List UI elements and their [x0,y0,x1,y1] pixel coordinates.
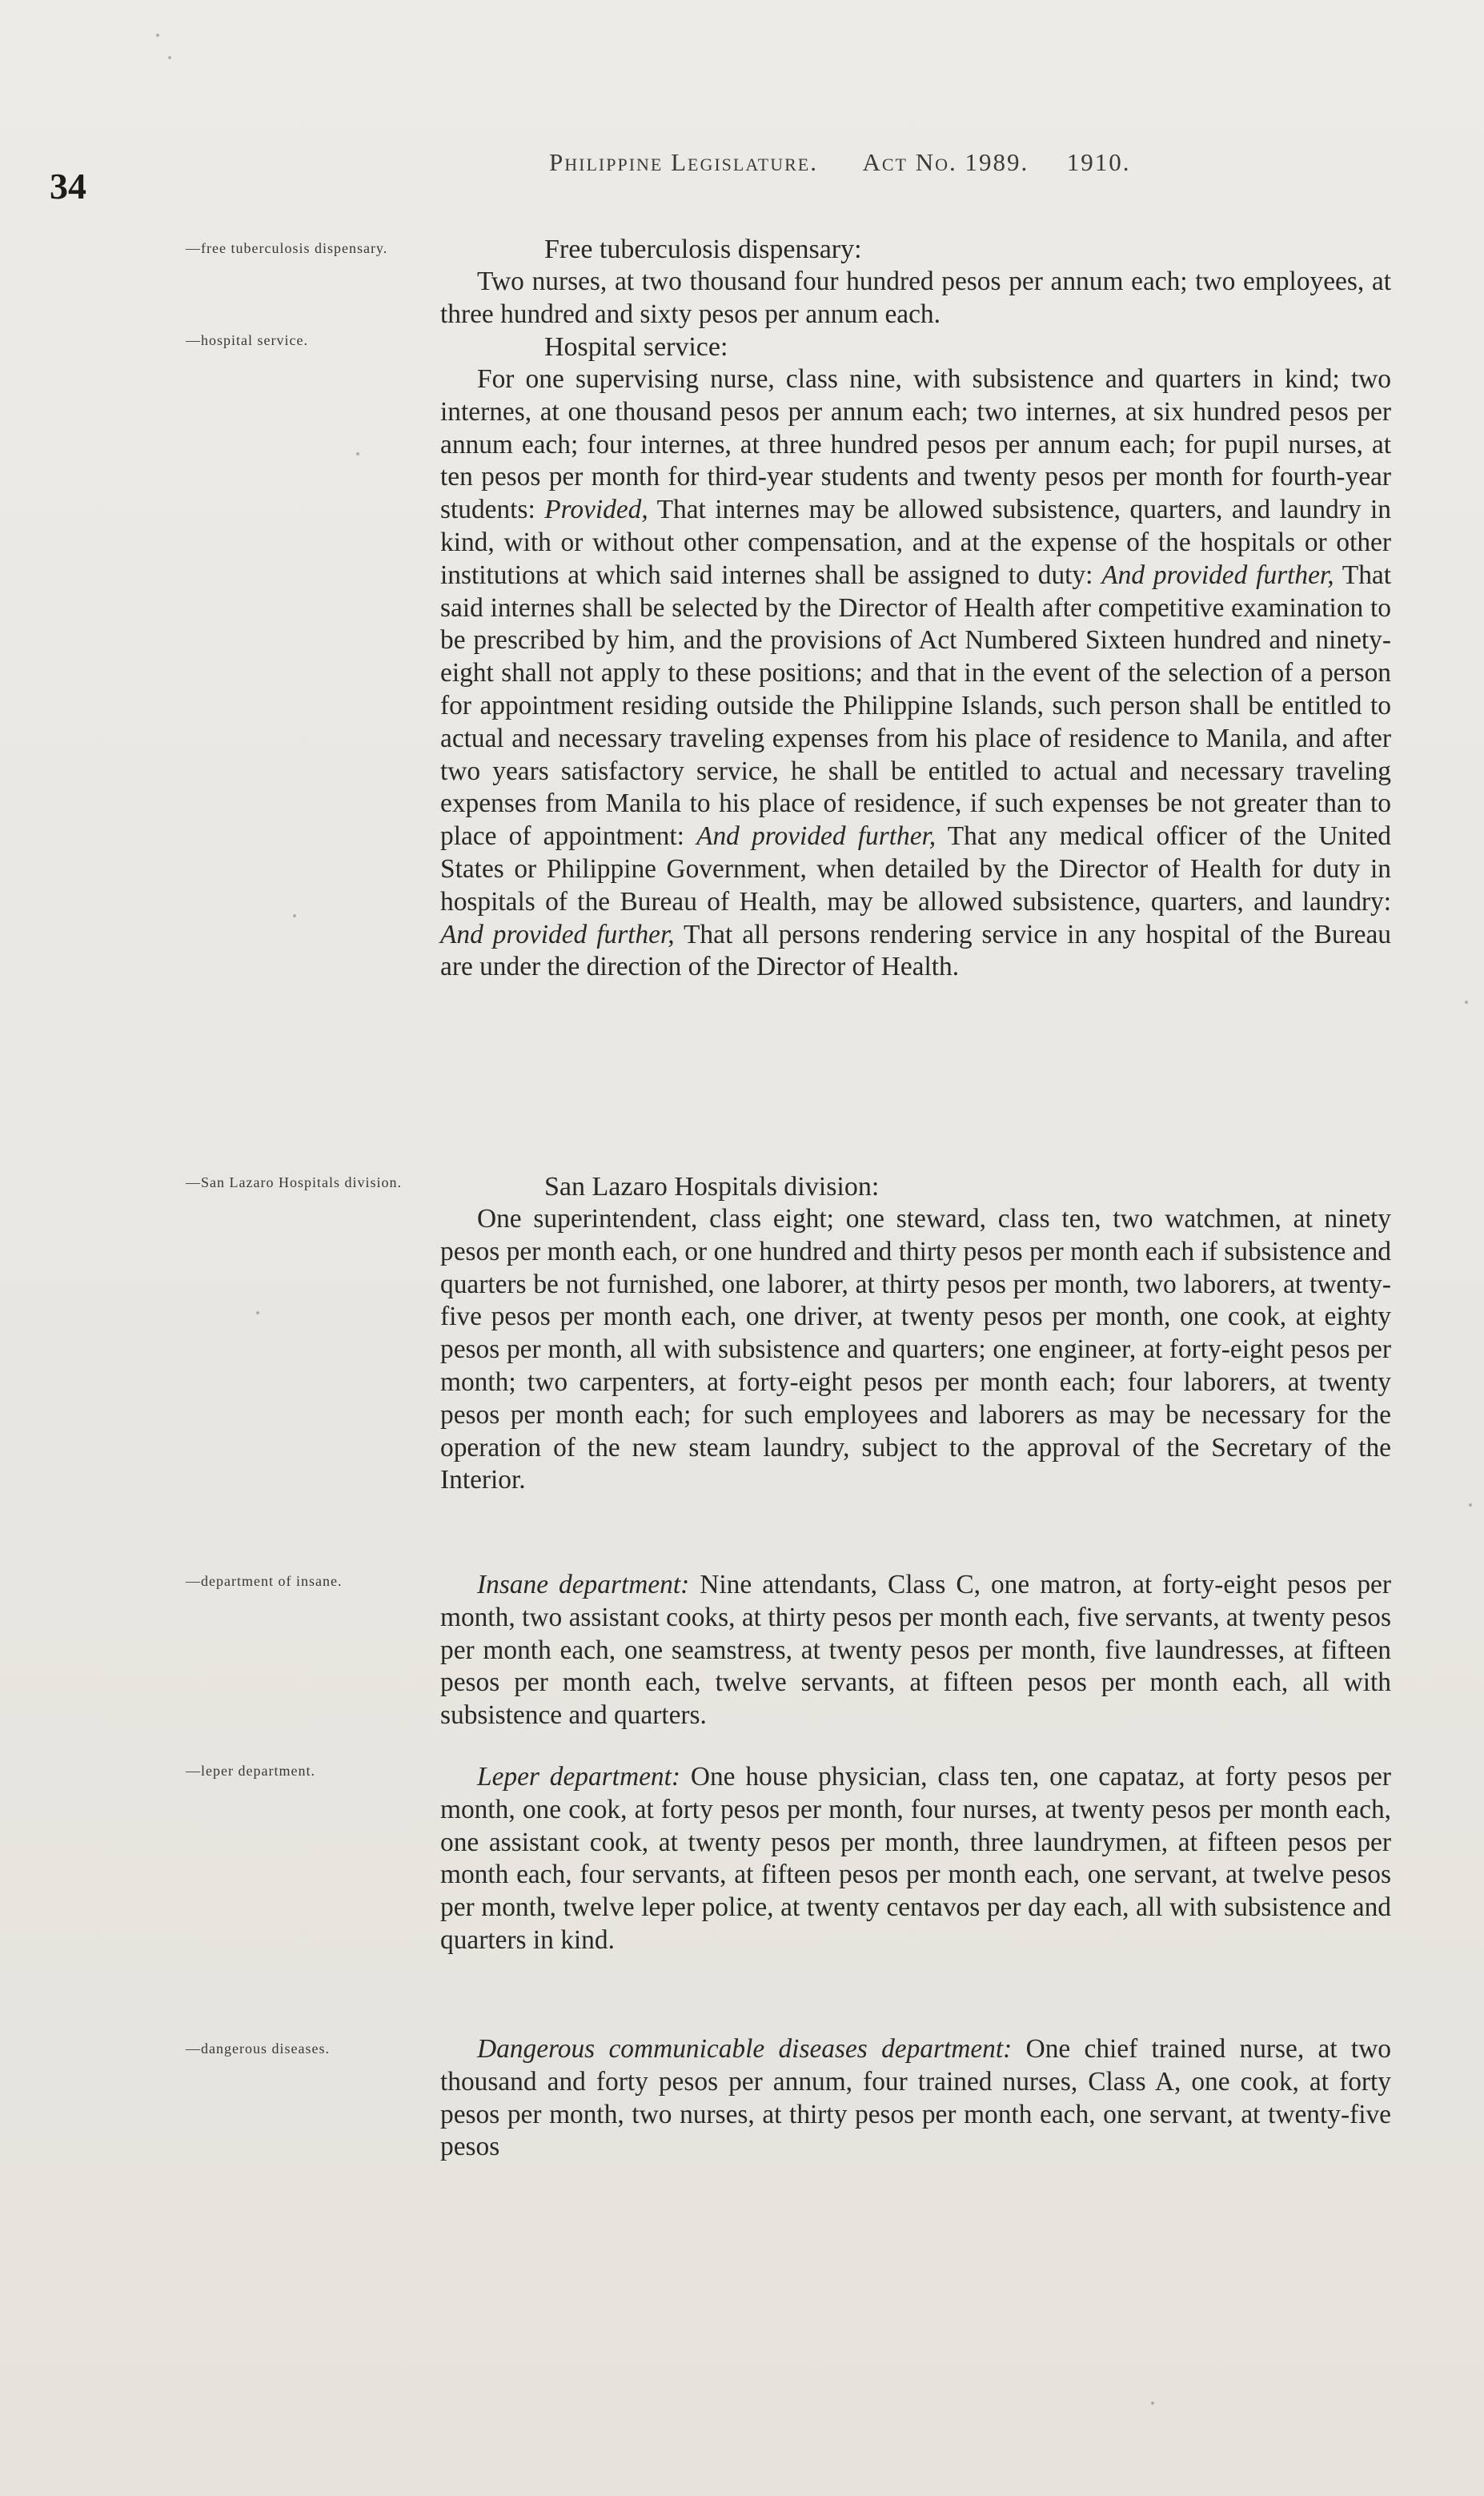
scan-speck [356,452,359,455]
section-san-lazaro [440,1171,1391,1497]
paragraph-hospital [440,363,1391,984]
hospital-text-5: That all persons rendering service in any hospital of the Bureau are under the direction of the Director of Health. [440,919,1391,982]
scan-speck [293,914,296,917]
section-dangerous [440,2033,1391,2164]
subhead-tuberculosis: Free tuberculosis dispensary: [544,235,862,264]
leper-text: One house physician, class ten, one capataz, at forty pesos per month, one cook, at forty pesos per month, four nurses, at twenty pesos per month each, one assistant cook, at twenty pesos per month, three laundrymen, at fifteen pesos per month each, four servants, at fifteen pesos per month each, one servant, at twelve pesos per month, twelve leper police, at twenty centavos per day each, all with subsistence and quarters in kind. [440,1762,1391,1955]
subhead-hospital: Hospital service: [544,332,728,362]
margin-note-san-lazaro: —San Lazaro Hospitals division. [186,1174,402,1190]
scan-speck [256,1311,259,1314]
subhead-san-lazaro: San Lazaro Hospitals division: [544,1172,880,1202]
running-head-title: Philippine Legislature. [549,148,818,176]
paragraph-leper [440,1761,1391,1957]
paragraph-insane [440,1569,1391,1732]
running-head [549,148,1350,177]
hospital-proviso-2: And provided further, [1101,560,1334,590]
hospital-text-4: That any medical officer of the United States or Philippine Government, when detailed by the Director of Health for duty in hospitals of the Bureau of Health, may be allowed subsistence, quarters, and laundry: [440,821,1391,917]
section-hospital [440,331,1391,984]
hospital-text-3: That said internes shall be selected by the Director of Health after competitive examination to be prescribed by him, and the provisions of Act Numbered Sixteen hundred and ninety-eight shall not apply to these positions; and that in the event of the selection of a person for appointment residing outside the Philippine Islands, such person shall be entitled to actual and necessary traveling expenses from his place of residence to Manila, and after two years satisfactory service, he shall be entitled to actual and necessary traveling expenses from Manila to his place of residence, if such expenses be not greater than to place of appointment: [440,560,1391,852]
section-leper [440,1761,1391,1957]
page-number: 34 [50,166,86,207]
hospital-text-1: For one supervising nurse, class nine, with subsistence and quarters in kind; two internes, at one thousand pesos per annum each; two internes, at six hundred pesos per annum each; four internes, at three hundred pesos per annum each; for pupil nurses, at ten pesos per month for third-year students and twenty pesos per month for fourth-year students: [440,364,1391,525]
scan-speck [168,56,171,59]
hospital-text-2: That internes may be allowed subsistence, quarters, and laundry in kind, with or without other compensation, and at the expense of the hospitals or other institutions at which said internes shall be assigned to duty: [440,495,1392,590]
section-tuberculosis [440,234,1391,331]
margin-note-dangerous: —dangerous diseases. [186,2041,330,2057]
hospital-proviso-3: And provided further, [696,821,937,852]
heading-dangerous: Dangerous communicable diseases department: [477,2034,1013,2064]
dangerous-text: One chief trained nurse, at two thousand and forty pesos per annum, four trained nurses, Class A, one cook, at forty pesos per month, two nurses, at thirty pesos per month each, one servant, at twenty-five pesos [440,2034,1391,2162]
margin-note-leper: —leper department. [186,1763,315,1779]
margin-note-hospital: —hospital service. [186,332,308,348]
scan-speck [1469,1503,1472,1507]
paragraph-dangerous [440,2033,1391,2164]
section-insane [440,1569,1391,1732]
paragraph-san-lazaro: One superintendent, class eight; one steward, class ten, two watchmen, at ninety pesos per month each, or one hundred and thirty pesos per month each if subsistence and quarters be not furnished, one laborer, at thirty pesos per month, two laborers, at twenty-five pesos per month each, one driver, at twenty pesos per month, one cook, at eighty pesos per month, all with subsistence and quarters; one engineer, at forty-eight pesos per month; two carpenters, at forty-eight pesos per month each; four laborers, at twenty pesos per month each; for such employees and laborers as may be necessary for the operation of the new steam laundry, subject to the approval of the Secretary of the Interior. [440,1204,1391,1495]
hospital-proviso-4: And provided further, [440,919,675,949]
insane-text: Nine attendants, Class C, one matron, at forty-eight pesos per month, two assistant cooks, at thirty pesos per month each, five servants, at twenty pesos per month each, one seamstress, at twenty pesos per month, five laundresses, at fifteen pesos per month each, twelve servants, at fifteen pesos per month each, all with subsistence and quarters. [440,1570,1391,1731]
heading-insane: Insane department: [477,1570,690,1599]
heading-leper: Leper department: [477,1762,680,1792]
margin-note-insane: —department of insane. [186,1573,343,1589]
scan-speck [1465,1001,1468,1004]
paragraph-tuberculosis: Two nurses, at two thousand four hundred pesos per annum each; two employees, at three hundred and sixty pesos per annum each. [440,267,1391,329]
running-head-act: Act No. 1989. [862,148,1029,176]
running-head-year: 1910. [1066,148,1131,176]
scan-speck [1151,2402,1154,2405]
scan-speck [156,34,159,37]
margin-note-tuberculosis: —free tuberculosis dispensary. [186,240,388,256]
hospital-proviso-1: Provided, [544,495,648,525]
